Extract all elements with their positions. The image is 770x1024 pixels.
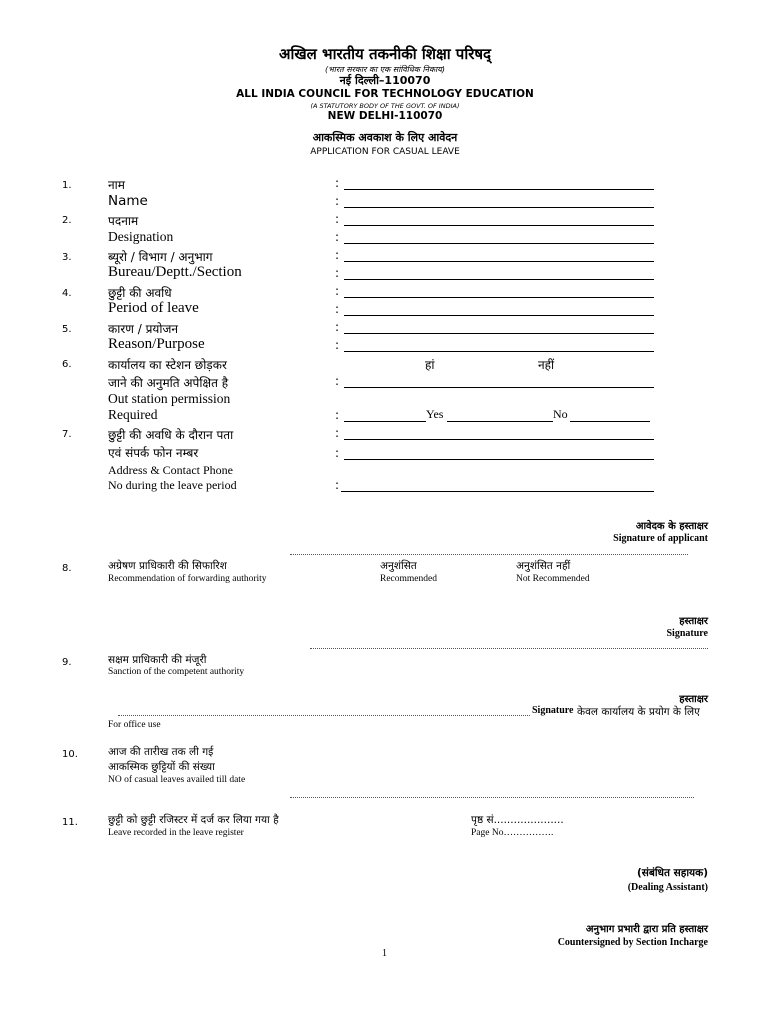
name-label: Name [108,193,148,209]
not-recommended-option[interactable]: Not Recommended [516,574,590,584]
recommended-hindi[interactable]: अनुशंसित [380,560,417,572]
bureau-hindi-line[interactable] [344,261,654,262]
signature-hindi: हस्ताक्षर [679,694,708,705]
applicant-signature: Signature of applicant [613,533,708,544]
hindi-form-title: आकस्मिक अवकाश के लिए आवेदन [312,131,458,144]
colon: : [335,426,340,440]
address-line-1[interactable] [344,439,654,440]
recommendation-label: Recommendation of forwarding authority [108,574,267,584]
signature-hindi: हस्ताक्षर [679,616,708,627]
recommended-option[interactable]: Recommended [380,574,437,584]
not-recommended-hindi[interactable]: अनुशंसित नहीं [516,560,571,572]
dealing-assistant-hindi: (संबंधित सहायक) [636,867,708,879]
field-number: 5. [62,324,72,335]
outstation-hindi-line[interactable] [344,387,654,388]
no-hindi: नहीं [538,358,555,372]
colon: : [335,338,340,352]
address-label-2: No during the leave period [108,478,237,492]
field-number: 3. [62,252,72,263]
hindi-title: अखिल भारतीय तकनीकी शिक्षा परिषद् [279,45,491,63]
yes-option[interactable]: Yes [426,407,444,421]
bureau-line[interactable] [344,279,654,280]
field-number: 2. [62,215,72,226]
office-use-hindi: केवल कार्यालय के प्रयोग के लिए [577,706,700,718]
field-number: 1. [62,180,72,191]
colon: : [335,408,340,422]
office-use-label: For office use [108,720,161,730]
yes-line[interactable] [344,421,426,422]
address-label-hindi-2: एवं संपर्क फोन नम्बर [108,446,199,460]
outstation-label-hindi-1: कार्यालय का स्टेशन छोड़कर [108,358,227,372]
address-label-hindi-1: छुट्टी की अवधि के दौरान पता [108,428,234,442]
colon: : [335,374,340,388]
colon: : [335,248,340,262]
field-number: 4. [62,288,72,299]
period-hindi-line[interactable] [344,297,654,298]
reason-label-hindi: कारण / प्रयोजन [108,322,179,336]
field-number: 11. [62,817,78,828]
countersign-hindi: अनुभाग प्रभारी द्वारा प्रति हस्ताक्षर [585,924,708,935]
colon: : [335,230,340,244]
colon: : [335,446,340,460]
page-number: 1 [382,948,387,959]
sanction-label: Sanction of the competent authority [108,667,245,677]
address-line-2[interactable] [344,459,654,460]
field-number: 10. [62,749,78,760]
leaves-label: NO of casual leaves availed till date [108,775,246,785]
designation-hindi-line[interactable] [344,225,654,226]
designation-label: Designation [108,229,174,244]
colon: : [335,320,340,334]
colon: : [335,284,340,298]
page-number-hindi: पृष्ठ सं..................... [471,814,564,826]
reason-label: Reason/Purpose [108,336,205,352]
english-city: NEW DELHI-110070 [327,110,443,122]
hindi-subtitle: (भारत सरकार का एक सांविधिक निकाय) [325,65,445,74]
colon: : [335,478,340,492]
english-form-title: APPLICATION FOR CASUAL LEAVE [310,147,460,157]
field-number: 7. [62,429,72,440]
yes-hindi: हां [425,358,435,372]
period-label: Period of leave [108,300,199,316]
register-label-hindi: छुट्टी को छुट्टी रजिस्टर में दर्ज कर लिया गया है [108,814,279,826]
bureau-label: Bureau/Deptt./Section [108,264,242,280]
no-line[interactable] [570,421,650,422]
outstation-label-hindi-2: जाने की अनुमति अपेक्षित है [108,376,229,390]
colon: : [335,266,340,280]
colon: : [335,194,340,208]
countersign-label: Countersigned by Section Incharge [557,937,708,948]
english-title: ALL INDIA COUNCIL FOR TECHNOLOGY EDUCATION [236,88,534,100]
field-number: 6. [62,359,72,370]
leaves-label-hindi-2: आकस्मिक छुट्टियों की संख्या [108,761,215,773]
leaves-count-line[interactable] [290,797,694,798]
hindi-city: नई दिल्ली–110070 [339,74,431,87]
designation-label-hindi: पदनाम [108,214,139,228]
address-label-1: Address & Contact Phone [108,463,233,477]
leaves-label-hindi-1: आज की तारीख तक ली गई [108,746,214,758]
bureau-label-hindi: ब्यूरो / विभाग / अनुभाग [108,250,213,264]
page-number-field[interactable]: Page No……………. [471,828,554,838]
signature-label: Signature [532,705,574,716]
name-hindi-line[interactable] [344,189,654,190]
field-number: 9. [62,657,72,668]
address-line-3[interactable] [341,491,654,492]
designation-line[interactable] [344,243,654,244]
applicant-signature-line[interactable] [290,554,688,555]
sanction-signature-line[interactable] [118,715,530,716]
outstation-label-2: Required [108,407,158,422]
outstation-label-1: Out station permission [108,391,231,406]
name-label-hindi: नाम [108,178,125,192]
reason-line[interactable] [344,351,654,352]
dealing-assistant: (Dealing Assistant) [627,882,708,893]
no-option[interactable]: No [553,407,568,421]
yes-no-line[interactable] [447,421,553,422]
field-number: 8. [62,563,72,574]
signature-label: Signature [666,628,708,639]
colon: : [335,176,340,190]
colon: : [335,302,340,316]
recommendation-label-hindi: अग्रेषण प्राधिकारी की सिफारिश [108,560,227,572]
applicant-signature-hindi: आवेदक के हस्ताक्षर [635,521,708,532]
period-label-hindi: छुट्टी की अवधि [108,286,172,300]
english-subtitle: (A STATUTORY BODY OF THE GOVT. OF INDIA) [310,102,460,110]
register-label: Leave recorded in the leave register [108,828,244,838]
colon: : [335,212,340,226]
name-line[interactable] [344,207,654,208]
reason-hindi-line[interactable] [344,333,654,334]
period-line[interactable] [344,315,654,316]
signature-line[interactable] [310,648,708,649]
sanction-label-hindi: सक्षम प्राधिकारी की मंजूरी [108,654,207,666]
